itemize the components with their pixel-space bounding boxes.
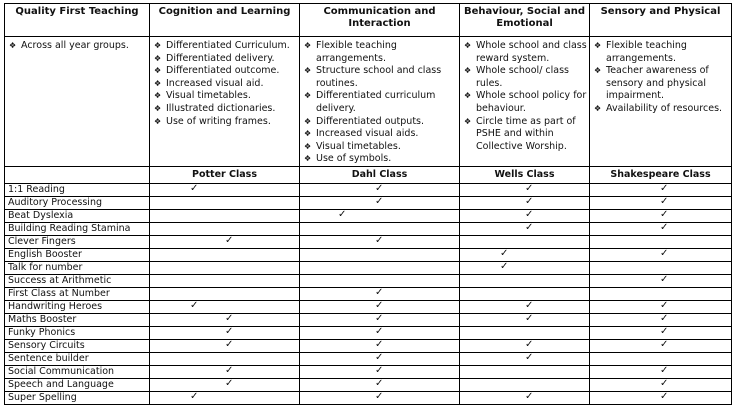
tick-cell-potter: [150, 222, 300, 235]
class-header-potter: Potter Class: [150, 166, 300, 183]
check-icon: ✓: [375, 364, 384, 376]
check-icon: ✓: [660, 299, 669, 311]
strategy-text: Use of writing frames.: [166, 115, 271, 127]
intervention-name: Clever Fingers: [5, 235, 150, 248]
strategy-text: Whole school policy for behaviour.: [476, 90, 587, 114]
tick-cell-dahl: [300, 274, 460, 287]
check-icon: ✓: [525, 338, 534, 350]
intervention-name: Social Communication: [5, 365, 150, 378]
check-icon: ✓: [338, 208, 347, 220]
tick-cell-wells: [460, 274, 590, 287]
check-icon: ✓: [525, 312, 534, 324]
check-icon: ✓: [660, 208, 669, 220]
tick-cell-potter: [150, 183, 300, 196]
header-sensory-physical: Sensory and Physical: [590, 4, 732, 37]
strategy-item: [594, 103, 729, 116]
diamond-bullet-icon: ❖: [304, 66, 312, 76]
tick-cell-shakespeare: [590, 352, 732, 365]
strategy-cell: [590, 37, 732, 167]
tick-cell-dahl: [300, 391, 460, 404]
tick-cell-dahl: [300, 287, 460, 300]
intervention-name: Beat Dyslexia: [5, 209, 150, 222]
strategy-list: [300, 40, 459, 166]
tick-cell-potter: [150, 261, 300, 274]
tick-cell-shakespeare: [590, 378, 732, 391]
tick-cell-potter: [150, 378, 300, 391]
strategy-item: [464, 116, 587, 154]
strategy-text: Differentiated delivery.: [166, 52, 275, 64]
diamond-bullet-icon: ❖: [464, 66, 472, 76]
strategy-item: [154, 65, 297, 78]
intervention-row: [5, 391, 732, 404]
check-icon: ✓: [525, 390, 534, 402]
tick-cell-potter: [150, 196, 300, 209]
strategy-list: [590, 40, 731, 116]
diamond-bullet-icon: ❖: [154, 103, 162, 113]
strategy-item: [304, 90, 457, 115]
strategy-text: Whole school and class reward system.: [476, 40, 587, 64]
diamond-bullet-icon: ❖: [154, 78, 162, 88]
intervention-name: English Booster: [5, 248, 150, 261]
tick-cell-dahl: [300, 222, 460, 235]
intervention-row: [5, 287, 732, 300]
tick-cell-wells: [460, 352, 590, 365]
strategy-text: Differentiated outcome.: [166, 65, 280, 77]
strategy-text: Visual timetables.: [316, 140, 401, 152]
intervention-row: [5, 352, 732, 365]
tick-cell-wells: [460, 313, 590, 326]
check-icon: ✓: [375, 182, 384, 194]
intervention-row: [5, 300, 732, 313]
intervention-row: [5, 209, 732, 222]
tick-cell-wells: [460, 391, 590, 404]
intervention-name: 1:1 Reading: [5, 183, 150, 196]
tick-cell-dahl: [300, 313, 460, 326]
tick-cell-shakespeare: [590, 287, 732, 300]
strategy-text: Across all year groups.: [21, 40, 129, 51]
strategy-item: [594, 65, 729, 103]
diamond-bullet-icon: ❖: [304, 91, 312, 101]
strategy-text: Visual timetables.: [166, 90, 251, 102]
check-icon: ✓: [375, 286, 384, 298]
tick-cell-wells: [460, 326, 590, 339]
strategy-item: [304, 141, 457, 154]
strategy-item: [154, 90, 297, 103]
intervention-row: [5, 274, 732, 287]
tick-cell-potter: [150, 339, 300, 352]
intervention-name: Auditory Processing: [5, 196, 150, 209]
class-header-wells: Wells Class: [460, 166, 590, 183]
intervention-name: Super Spelling: [5, 391, 150, 404]
tick-cell-wells: [460, 196, 590, 209]
tick-cell-shakespeare: [590, 313, 732, 326]
strategy-header-row: [5, 4, 732, 37]
strategy-list: [460, 40, 589, 153]
intervention-row: [5, 326, 732, 339]
tick-cell-dahl: [300, 235, 460, 248]
provision-table: [4, 3, 732, 405]
strategy-text: Illustrated dictionaries.: [166, 102, 276, 114]
check-icon: ✓: [225, 364, 234, 376]
check-icon: ✓: [525, 299, 534, 311]
strategy-item: [464, 90, 587, 115]
diamond-bullet-icon: ❖: [594, 41, 602, 50]
intervention-row: [5, 248, 732, 261]
intervention-row: [5, 378, 732, 391]
check-icon: ✓: [660, 247, 669, 259]
class-header-dahl: Dahl Class: [300, 166, 460, 183]
check-icon: ✓: [375, 195, 384, 207]
tick-cell-shakespeare: [590, 274, 732, 287]
check-icon: ✓: [525, 182, 534, 194]
check-icon: ✓: [190, 390, 199, 402]
strategy-text: Flexible teaching arrangements.: [606, 40, 687, 64]
tick-cell-dahl: [300, 196, 460, 209]
diamond-bullet-icon: ❖: [304, 129, 312, 139]
strategy-item: [304, 65, 457, 90]
intervention-name: Handwriting Heroes: [5, 300, 150, 313]
check-icon: ✓: [375, 312, 384, 324]
intervention-row: [5, 365, 732, 378]
tick-cell-potter: [150, 352, 300, 365]
check-icon: ✓: [375, 234, 384, 246]
strategy-text: Increased visual aids.: [316, 128, 419, 140]
check-icon: ✓: [190, 182, 199, 194]
tick-cell-shakespeare: [590, 326, 732, 339]
check-icon: ✓: [525, 221, 534, 233]
strategy-cell: [460, 37, 590, 167]
strategy-text: Increased visual aid.: [166, 77, 264, 89]
diamond-bullet-icon: ❖: [304, 154, 312, 164]
tick-cell-shakespeare: [590, 339, 732, 352]
tick-cell-shakespeare: [590, 196, 732, 209]
tick-cell-wells: [460, 287, 590, 300]
tick-cell-wells: [460, 183, 590, 196]
strategy-text: Flexible teaching arrangements.: [316, 40, 397, 64]
tick-cell-shakespeare: [590, 183, 732, 196]
check-icon: ✓: [375, 325, 384, 337]
tick-cell-wells: [460, 222, 590, 235]
check-icon: ✓: [375, 351, 384, 363]
strategy-item: [304, 128, 457, 141]
tick-cell-shakespeare: [590, 248, 732, 261]
intervention-row: [5, 235, 732, 248]
tick-cell-dahl: [300, 378, 460, 391]
check-icon: ✓: [225, 377, 234, 389]
tick-cell-wells: [460, 365, 590, 378]
strategy-item: [9, 40, 147, 53]
diamond-bullet-icon: ❖: [304, 41, 312, 50]
strategy-text: Differentiated outputs.: [316, 115, 425, 127]
check-icon: ✓: [525, 351, 534, 363]
check-icon: ✓: [375, 299, 384, 311]
diamond-bullet-icon: ❖: [594, 66, 602, 76]
intervention-name: Speech and Language: [5, 378, 150, 391]
strategy-list: [5, 40, 149, 53]
strategy-item: [154, 40, 297, 53]
check-icon: ✓: [660, 390, 669, 402]
tick-cell-dahl: [300, 248, 460, 261]
check-icon: ✓: [660, 312, 669, 324]
tick-cell-dahl: [300, 365, 460, 378]
intervention-name: Sensory Circuits: [5, 339, 150, 352]
tick-cell-dahl: [300, 300, 460, 313]
strategy-row: [5, 37, 732, 167]
tick-cell-shakespeare: [590, 365, 732, 378]
tick-cell-potter: [150, 235, 300, 248]
check-icon: ✓: [660, 364, 669, 376]
check-icon: ✓: [660, 377, 669, 389]
class-header-blank: [5, 166, 150, 183]
strategy-cell: [150, 37, 300, 167]
tick-cell-dahl: [300, 261, 460, 274]
strategy-item: [154, 53, 297, 66]
check-icon: ✓: [660, 221, 669, 233]
check-icon: ✓: [525, 208, 534, 220]
check-icon: ✓: [190, 299, 199, 311]
tick-cell-potter: [150, 287, 300, 300]
intervention-name: Building Reading Stamina: [5, 222, 150, 235]
tick-cell-shakespeare: [590, 261, 732, 274]
tick-cell-shakespeare: [590, 235, 732, 248]
check-icon: ✓: [225, 312, 234, 324]
tick-cell-wells: [460, 339, 590, 352]
check-icon: ✓: [660, 273, 669, 285]
tick-cell-dahl: [300, 209, 460, 222]
header-behaviour-social-emotional: Behaviour, Social and Emotional: [460, 4, 590, 37]
class-header-row: [5, 166, 732, 183]
check-icon: ✓: [525, 195, 534, 207]
tick-cell-shakespeare: [590, 300, 732, 313]
tick-cell-wells: [460, 248, 590, 261]
check-icon: ✓: [500, 247, 509, 259]
tick-cell-potter: [150, 274, 300, 287]
tick-cell-shakespeare: [590, 222, 732, 235]
tick-cell-potter: [150, 391, 300, 404]
tick-cell-potter: [150, 326, 300, 339]
intervention-row: [5, 339, 732, 352]
tick-cell-potter: [150, 313, 300, 326]
class-header-shakespeare: Shakespeare Class: [590, 166, 732, 183]
diamond-bullet-icon: ❖: [464, 41, 472, 50]
tick-cell-shakespeare: [590, 209, 732, 222]
check-icon: ✓: [660, 325, 669, 337]
tick-cell-shakespeare: [590, 391, 732, 404]
check-icon: ✓: [375, 338, 384, 350]
check-icon: ✓: [660, 338, 669, 350]
tick-cell-wells: [460, 300, 590, 313]
tick-cell-wells: [460, 261, 590, 274]
diamond-bullet-icon: ❖: [594, 103, 602, 113]
tick-cell-potter: [150, 209, 300, 222]
tick-cell-dahl: [300, 326, 460, 339]
tick-cell-wells: [460, 235, 590, 248]
strategy-item: [304, 116, 457, 129]
intervention-row: [5, 261, 732, 274]
strategy-text: Differentiated curriculum delivery.: [316, 90, 436, 114]
strategy-cell: [5, 37, 150, 167]
strategy-text: Teacher awareness of sensory and physical impairment.: [606, 65, 709, 102]
check-icon: ✓: [375, 377, 384, 389]
strategy-text: Structure school and class routines.: [316, 65, 442, 89]
check-icon: ✓: [225, 325, 234, 337]
diamond-bullet-icon: ❖: [154, 53, 162, 63]
diamond-bullet-icon: ❖: [154, 41, 162, 50]
strategy-item: [464, 40, 587, 65]
intervention-row: [5, 222, 732, 235]
diamond-bullet-icon: ❖: [154, 66, 162, 76]
strategy-text: Use of symbols.: [316, 153, 392, 165]
tick-cell-dahl: [300, 352, 460, 365]
check-icon: ✓: [225, 338, 234, 350]
strategy-item: [304, 153, 457, 166]
strategy-text: Circle time as part of PSHE and within Collective Worship.: [476, 115, 576, 152]
check-icon: ✓: [500, 260, 509, 272]
diamond-bullet-icon: ❖: [304, 141, 312, 151]
intervention-rows: [5, 183, 732, 404]
intervention-row: [5, 313, 732, 326]
intervention-row: [5, 183, 732, 196]
strategy-list: [150, 40, 299, 128]
check-icon: ✓: [660, 195, 669, 207]
intervention-name: Maths Booster: [5, 313, 150, 326]
intervention-name: First Class at Number: [5, 287, 150, 300]
tick-cell-potter: [150, 365, 300, 378]
intervention-name: Talk for number: [5, 261, 150, 274]
strategy-item: [304, 40, 457, 65]
strategy-item: [154, 116, 297, 129]
check-icon: ✓: [225, 234, 234, 246]
tick-cell-potter: [150, 300, 300, 313]
header-quality-first-teaching: Quality First Teaching: [5, 4, 150, 37]
intervention-name: Sentence builder: [5, 352, 150, 365]
tick-cell-wells: [460, 378, 590, 391]
strategy-cell: [300, 37, 460, 167]
header-communication-interaction: Communication and Interaction: [300, 4, 460, 37]
intervention-row: [5, 196, 732, 209]
diamond-bullet-icon: ❖: [464, 116, 472, 126]
intervention-name: Success at Arithmetic: [5, 274, 150, 287]
tick-cell-wells: [460, 209, 590, 222]
strategy-item: [464, 65, 587, 90]
strategy-text: Whole school/ class rules.: [476, 65, 569, 89]
diamond-bullet-icon: ❖: [9, 41, 17, 50]
tick-cell-dahl: [300, 339, 460, 352]
strategy-item: [154, 103, 297, 116]
diamond-bullet-icon: ❖: [304, 116, 312, 126]
strategy-item: [594, 40, 729, 65]
diamond-bullet-icon: ❖: [464, 91, 472, 101]
tick-cell-potter: [150, 248, 300, 261]
diamond-bullet-icon: ❖: [154, 91, 162, 101]
intervention-name: Funky Phonics: [5, 326, 150, 339]
strategy-text: Availability of resources.: [606, 102, 723, 114]
header-cognition-learning: Cognition and Learning: [150, 4, 300, 37]
strategy-text: Differentiated Curriculum.: [166, 40, 290, 51]
tick-cell-dahl: [300, 183, 460, 196]
diamond-bullet-icon: ❖: [154, 116, 162, 126]
check-icon: ✓: [375, 390, 384, 402]
check-icon: ✓: [660, 182, 669, 194]
strategy-item: [154, 78, 297, 91]
